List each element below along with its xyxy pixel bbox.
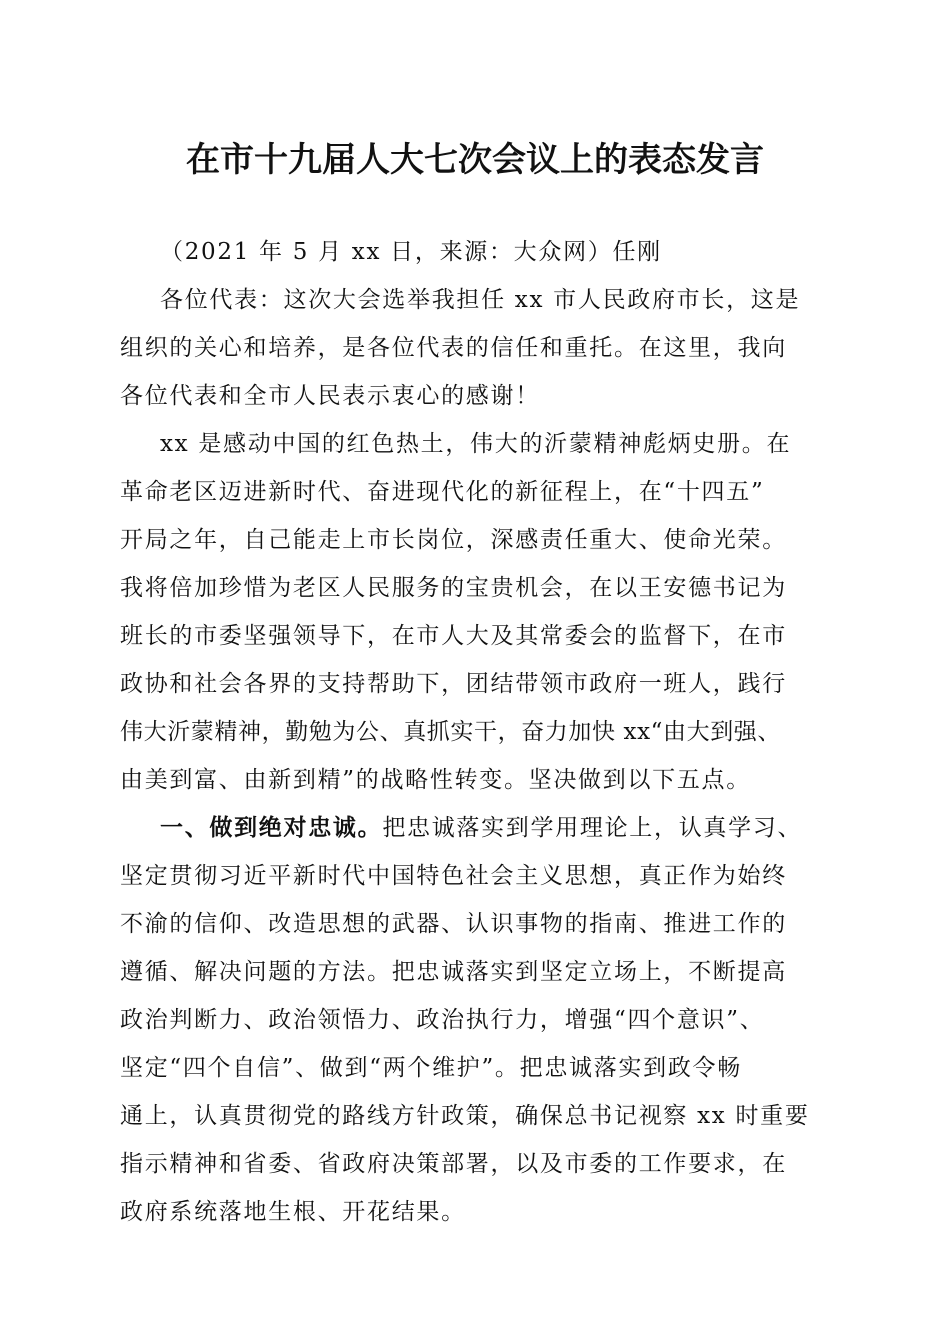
text-line: 政治判断力、政治领悟力、政治执行力，增强“四个意识”、 xyxy=(120,1007,765,1033)
text-line: xx 是感动中国的红色热土，伟大的沂蒙精神彪炳史册。在 xyxy=(160,431,792,457)
text-line: 政府系统落地生根、开花结果。 xyxy=(120,1199,466,1225)
section-heading: 一、做到绝对忠诚。 xyxy=(160,815,383,841)
paragraph-loyalty xyxy=(120,804,835,1236)
text-line: 政协和社会各界的支持帮助下，团结带领市政府一班人，践行 xyxy=(120,671,787,697)
text-line: 指示精神和省委、省政府决策部署，以及市委的工作要求，在 xyxy=(120,1151,787,1177)
text-line: 遵循、解决问题的方法。把忠诚落实到坚定立场上，不断提高 xyxy=(120,959,787,985)
text-line: 开局之年，自己能走上市长岗位，深感责任重大、使命光荣。 xyxy=(120,527,787,553)
text-line: 坚定贯彻习近平新时代中国特色社会主义思想，真正作为始终 xyxy=(120,863,787,889)
paragraph-greeting xyxy=(120,276,835,420)
document-body xyxy=(120,228,835,1236)
text-line xyxy=(120,804,835,852)
text-line: 我将倍加珍惜为老区人民服务的宝贵机会，在以王安德书记为 xyxy=(120,575,787,601)
text-line: 各位代表和全市人民表示衷心的感谢！ xyxy=(120,383,540,409)
text-line: 班长的市委坚强领导下，在市人大及其常委会的监督下，在市 xyxy=(120,623,787,649)
text-line: 革命老区迈进新时代、奋进现代化的新征程上，在“十四五” xyxy=(120,479,765,505)
text-line: 各位代表：这次大会选举我担任 xx 市人民政府市长，这是 xyxy=(160,287,801,313)
document-title: 在市十九届人大七次会议上的表态发言 xyxy=(186,140,764,180)
text-line: 组织的关心和培养，是各位代表的信任和重托。在这里，我向 xyxy=(120,335,787,361)
heading-line-rest: 把忠诚落实到学用理论上，认真学习、 xyxy=(382,815,803,841)
text-line: 伟大沂蒙精神，勤勉为公、真抓实干，奋力加快 xx“由大到强、 xyxy=(120,719,782,745)
paragraph-introduction xyxy=(120,420,835,804)
text-line: 坚定“四个自信”、做到“两个维护”。把忠诚落实到政令畅 xyxy=(120,1055,742,1081)
source-line: （2021 年 5 月 xx 日，来源：大众网）任刚 xyxy=(160,239,662,265)
text-line: 不渝的信仰、改造思想的武器、认识事物的指南、推进工作的 xyxy=(120,911,787,937)
text-line: 通上，认真贯彻党的路线方针政策，确保总书记视察 xx 时重要 xyxy=(120,1103,810,1129)
text-line: 由美到富、由新到精”的战略性转变。坚决做到以下五点。 xyxy=(120,767,751,793)
